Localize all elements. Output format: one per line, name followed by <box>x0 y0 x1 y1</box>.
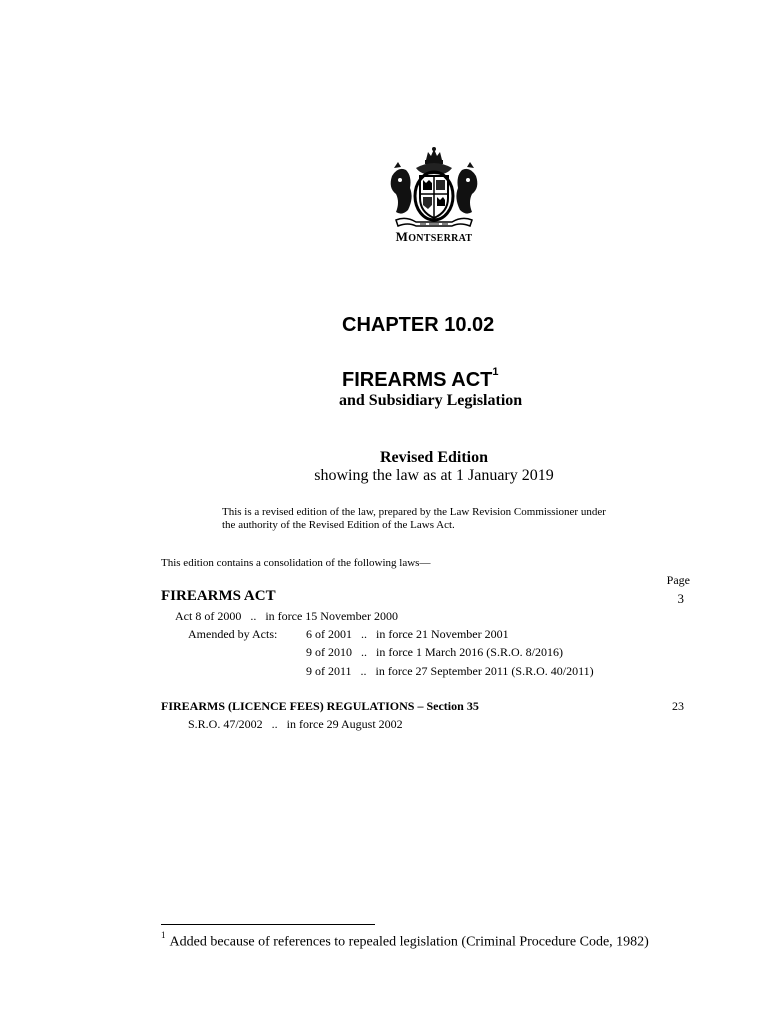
act-title-text: FIREARMS ACT <box>342 369 493 391</box>
country-initial: M <box>395 229 409 244</box>
country-rest: ONTSERRAT <box>408 233 473 244</box>
revision-note-line: This is a revised edition of the law, prepared by the Law Revision Commissioner under <box>222 506 606 518</box>
enactment-row: S.R.O. 47/2002 .. in force 29 August 2002 <box>188 717 403 731</box>
footnote-marker: 1 <box>161 930 166 940</box>
contents-entry-title[interactable]: FIREARMS (LICENCE FEES) REGULATIONS – Section 35 <box>161 699 479 713</box>
contents-entry-page: 23 <box>672 699 684 713</box>
chapter-heading: CHAPTER 10.02 <box>342 314 495 336</box>
amended-by-label: Amended by Acts: <box>188 627 278 641</box>
amendment-row: 9 of 2010 .. in force 1 March 2016 (S.R.O. 8/2016) <box>306 645 563 659</box>
consolidation-intro: This edition contains a consolidation of the following laws— <box>161 557 431 569</box>
revised-edition-date: showing the law as at 1 January 2019 <box>314 467 554 484</box>
act-title <box>342 366 499 392</box>
coat-of-arms-icon <box>386 146 482 230</box>
contents-entry-page: 3 <box>677 591 684 606</box>
country-name <box>0 229 770 245</box>
page-column-header: Page <box>666 573 690 587</box>
footnote-text: Added because of references to repealed legislation (Criminal Procedure Code, 1982) <box>169 934 649 950</box>
enactment-row: Act 8 of 2000 .. in force 15 November 2000 <box>175 609 398 623</box>
footnote <box>161 932 649 951</box>
footnote-divider <box>161 924 375 925</box>
revised-edition-heading: Revised Edition <box>379 449 488 466</box>
amendment-row: 9 of 2011 .. in force 27 September 2011 (S.R.O. 40/2011) <box>306 664 594 678</box>
amendment-row: 6 of 2001 .. in force 21 November 2001 <box>306 627 509 641</box>
revision-note-line: the authority of the Revised Edition of the Laws Act. <box>222 519 455 531</box>
footnote-ref[interactable]: 1 <box>492 366 499 379</box>
subsidiary-legislation-subtitle: and Subsidiary Legislation <box>339 392 523 409</box>
contents-entry-title[interactable]: FIREARMS ACT <box>161 588 276 604</box>
